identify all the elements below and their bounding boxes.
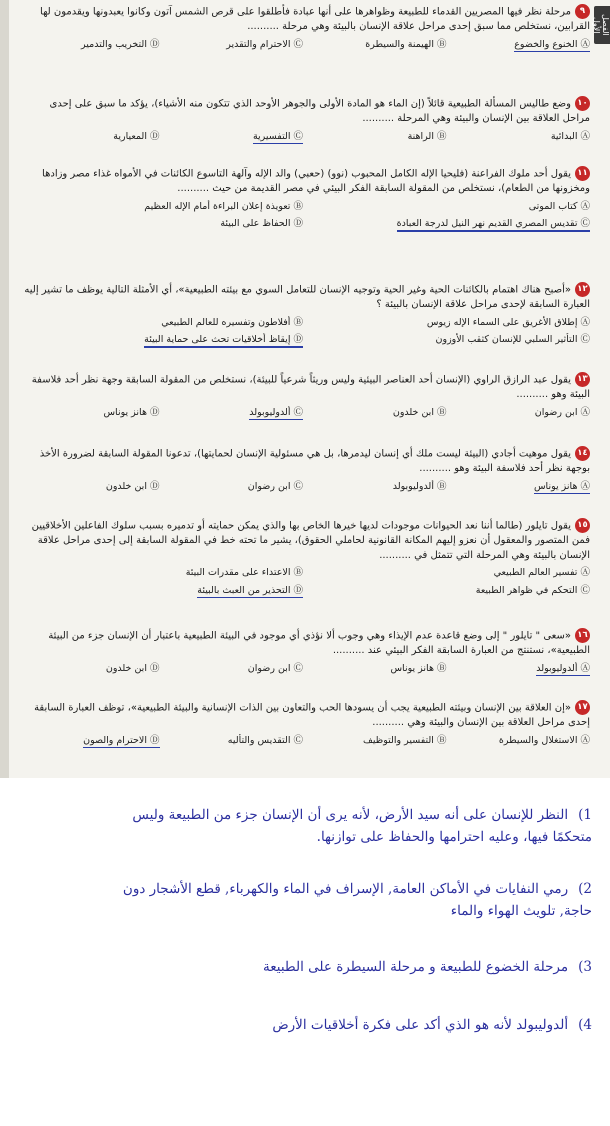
answer-item <box>120 804 592 848</box>
option-choice[interactable] <box>309 130 447 145</box>
option-choice[interactable] <box>309 38 447 53</box>
option-label: Ⓑ هانز يوناس <box>390 662 447 674</box>
option-label: Ⓓ ابن خلدون <box>105 662 160 674</box>
option-label: Ⓑ الاعتداء على مقدرات البيئة <box>185 567 303 578</box>
options-row <box>22 406 590 421</box>
option-choice[interactable] <box>22 38 160 53</box>
option-label: Ⓑ التفسير والتوظيف <box>362 734 447 746</box>
option-choice[interactable] <box>309 734 447 749</box>
option-label: Ⓓ الحفاظ على البيئة <box>220 218 303 229</box>
answer-number: 4) <box>578 1017 592 1033</box>
option-choice[interactable] <box>453 662 591 677</box>
underlined-answer: Ⓐ هانز يوناس <box>534 481 590 495</box>
answer-text: ألدوليبولد لأنه هو الذي أكد على فكرة أخلاقيات الأرض <box>272 1017 569 1033</box>
option-choice[interactable] <box>309 316 590 331</box>
answer-text: مرحلة الخضوع للطبيعة و مرحلة السيطرة على الطبيعة <box>263 959 569 975</box>
question-block <box>22 700 590 748</box>
option-choice[interactable] <box>22 406 160 421</box>
option-choice[interactable] <box>22 333 303 348</box>
option-label: Ⓑ أفلاطون وتفسيره للعالم الطبيعي <box>161 316 303 328</box>
answer-number: 2) <box>578 881 592 897</box>
question-block <box>22 518 590 598</box>
question-number-badge: ١٢ <box>575 282 590 297</box>
option-choice[interactable] <box>309 566 590 581</box>
option-label: Ⓒ الاحترام والتقدير <box>226 38 303 50</box>
option-choice[interactable] <box>22 200 303 215</box>
option-choice[interactable] <box>166 734 304 749</box>
answer-item <box>120 878 592 922</box>
options-row <box>22 662 590 677</box>
question-stem: «إن العلاقة بين الإنسان وبيئته الطبيعية يجب أن يسودها الحب والتعاون بين الذات الإنسانية والبيئة الطبيعية»، توظف العبارة السابقة إحدى مراحل العلاقة بين الإنسان والبيئة وهي .......... <box>34 702 590 728</box>
answers-section <box>0 790 610 1126</box>
option-label: Ⓐ الاستغلال والسيطرة <box>498 734 590 746</box>
question-number-badge: ١٣ <box>575 372 590 387</box>
question-stem: يقول موهيت أجادي (البيئة ليست ملك أي إنسان ليدمرها، بل هي مسئولية الإنسان لحمايتها)، تدعونا المقولة السابقة لضرورة الأخذ بوجهة نظر أحد فلاسفة البيئة وهو .......... <box>39 448 590 474</box>
underlined-answer: Ⓒ تقديس المصري القديم نهر النيل لدرجة العبادة <box>397 218 590 232</box>
option-choice[interactable] <box>22 316 303 331</box>
answer-item <box>120 956 592 978</box>
question-number-badge: ١٧ <box>575 700 590 715</box>
options-row <box>22 130 590 145</box>
question-block <box>22 282 590 348</box>
option-choice[interactable] <box>22 662 160 677</box>
option-label: Ⓒ التحكم في ظواهر الطبيعة <box>475 584 590 596</box>
underlined-answer: Ⓐ ألدوليوبولد <box>536 663 590 677</box>
option-label: Ⓓ التخريب والتدمير <box>81 38 160 50</box>
option-label: Ⓑ الراهنة <box>407 130 447 142</box>
underlined-answer: Ⓓ إيقاظ أخلاقيات تحث على حماية البيئة <box>144 334 303 348</box>
question-number-badge: ١٤ <box>575 446 590 461</box>
question-block <box>22 166 590 232</box>
option-choice[interactable] <box>309 662 447 677</box>
option-choice[interactable] <box>453 480 591 495</box>
option-choice[interactable] <box>309 200 590 215</box>
option-choice[interactable] <box>453 130 591 145</box>
option-choice[interactable] <box>22 480 160 495</box>
options-row <box>22 480 590 495</box>
option-choice[interactable] <box>309 333 590 348</box>
page-edge <box>0 0 9 778</box>
question-block <box>22 4 590 52</box>
question-number-badge: ١٦ <box>575 628 590 643</box>
option-choice[interactable] <box>309 480 447 495</box>
option-label: Ⓐ البدائية <box>550 130 590 142</box>
question-number-badge: ١٠ <box>575 96 590 111</box>
underlined-answer: Ⓒ ألدوليوبولد <box>249 407 303 421</box>
options-row <box>22 38 590 53</box>
option-choice[interactable] <box>166 38 304 53</box>
question-stem: وضع طاليس المسألة الطبيعية قائلاً (إن الماء هو المادة الأولى والجوهر الأوحد الذي تتكون منه الأشياء)، يؤكد ما سبق على إحدى مراحل العلاقة بين الإنسان والبيئة وهي المرحلة .......... <box>49 98 590 124</box>
option-label: Ⓑ تعويذة إعلان البراءة أمام الإله العظيم <box>144 200 303 212</box>
option-label: Ⓓ هانز يوناس <box>103 406 160 418</box>
option-choice[interactable] <box>166 406 304 421</box>
chapter-tab: الفصل الأول <box>594 6 610 44</box>
option-choice[interactable] <box>453 38 591 53</box>
question-stem: «سعى " تايلور " إلى وضع قاعدة عدم الإيذاء وهي وجوب ألا نؤذي أي موجود في البيئة الطبيعية باعتبار أن الإنسان جزء من البيئة الطبيعية»، نستنتج من العبارة السابقة الفكر البيئي عند .......... <box>48 630 590 656</box>
option-label: Ⓓ المعيارية <box>113 130 160 142</box>
underlined-answer: Ⓒ التفسيرية <box>253 131 303 145</box>
options-row <box>22 200 590 232</box>
option-label: Ⓓ ابن خلدون <box>105 480 160 492</box>
question-block <box>22 628 590 676</box>
question-number-badge: ٩ <box>575 4 590 19</box>
answer-number: 1) <box>578 807 592 823</box>
underlined-answer: Ⓓ التحذير من العبث بالبيئة <box>197 585 303 599</box>
option-choice[interactable] <box>22 217 303 232</box>
option-label: Ⓒ ابن رضوان <box>247 480 303 492</box>
question-block <box>22 96 590 144</box>
option-label: Ⓐ كتاب الموتى <box>528 200 590 212</box>
option-label: Ⓑ الهيمنة والسيطرة <box>365 38 447 50</box>
question-number-badge: ١٥ <box>575 518 590 533</box>
option-label: Ⓐ إطلاق الأغريق على السماء الإله زيوس <box>426 316 590 328</box>
option-choice[interactable] <box>309 217 590 232</box>
underlined-answer: Ⓓ الاحترام والصون <box>83 735 159 749</box>
question-stem: «أصبح هناك اهتمام بالكائنات الحية وغير الحية وتوجيه الإنسان للتعامل السوي مع بيئته الطبيعية»، أي الأمثلة التالية يوظف ما تشير إليه العبارة السابقة لإحدى مراحل علاقة الإنسان بالبيئة ؟ <box>24 284 590 310</box>
answer-item <box>120 1014 592 1036</box>
option-choice[interactable] <box>453 734 591 749</box>
option-label: Ⓐ تفسير العالم الطبيعي <box>493 567 590 578</box>
option-label: Ⓑ ابن خلدون <box>392 406 447 418</box>
option-choice[interactable] <box>166 480 304 495</box>
answer-text: رمي النفايات في الأماكن العامة, الإسراف في الماء والكهرباء, قطع الأشجار دون حاجة, تلويث الهواء والماء <box>122 881 592 919</box>
question-block <box>22 446 590 494</box>
option-label: Ⓒ ابن رضوان <box>247 662 303 674</box>
option-choice[interactable] <box>309 406 447 421</box>
answer-number: 3) <box>578 959 592 975</box>
option-label: Ⓒ التأثير السلبي للإنسان كثقب الأوزون <box>435 334 590 345</box>
question-block <box>22 372 590 420</box>
option-choice[interactable] <box>22 584 303 599</box>
option-label: Ⓑ ألدوليوبولد <box>392 480 447 492</box>
option-choice[interactable] <box>309 584 590 599</box>
option-label: Ⓐ ابن رضوان <box>534 406 590 418</box>
question-stem: مرحلة نظر فيها المصريين القدماء للطبيعة وظواهرها على أنها عبادة فأطلقوا على قرص الشمس آتون وكانوا يعبدونها ويقدمون لها القرابين، نستخلص مما سبق إحدى مراحل علاقة الإنسان بالبيئة وهي مرحلة .......... <box>40 6 590 32</box>
answer-text: النظر للإنسان على أنه سيد الأرض، لأنه يرى أن الإنسان جزء من الطبيعة وليس متحكمًا فيها، وعليه احترامها والحفاظ على توازنها. <box>132 807 592 845</box>
option-choice[interactable] <box>22 130 160 145</box>
question-stem: يقول عبد الرازق الراوي (الإنسان أحد العناصر البيئية وليس وريثاً شرعياً للبيئة)، نستخلص من المقولة السابقة وجهة نظر أحد فلاسفة البيئة وهو .......... <box>31 374 590 400</box>
options-row <box>22 316 590 348</box>
question-number-badge: ١١ <box>575 166 590 181</box>
option-label: Ⓒ التقديس والتأليه <box>227 734 303 746</box>
question-stem: يقول تايلور (طالما أننا نعد الحيوانات موجودات لديها خيرها الخاص بها والذي يمكن حمايته أو تدميره بسبب سلوك الفاعلين الأخلاقيين فمن المتصور والمعقول أن نعزو إليهم المكانة القانونية لحاملي الحقوق)، يشير ما تحته خط في المقولة السابقة إلى إحدى مراحل علاقة الإنسان بالبيئة وهي المرحلة التي تتمثل في .......... <box>31 520 590 561</box>
options-row <box>22 734 590 749</box>
question-stem: يقول أحد ملوك الفراعنة (فليحيا الإله الكامل المحبوب (نوو) (حعبي) والد الإله وآلهة التاسوع الكائنات في الأمواه غذاء مصر وزادها ومخزونها من الطعام)، نستخلص من المقولة السابقة الفكر البيئي في مصر القديمة من حيث .......... <box>42 168 590 194</box>
option-choice[interactable] <box>22 734 160 749</box>
options-row <box>22 566 590 598</box>
option-choice[interactable] <box>166 662 304 677</box>
option-choice[interactable] <box>453 406 591 421</box>
option-choice[interactable] <box>22 566 303 581</box>
underlined-answer: Ⓐ الخنوع والخضوع <box>514 39 590 53</box>
option-choice[interactable] <box>166 130 304 145</box>
